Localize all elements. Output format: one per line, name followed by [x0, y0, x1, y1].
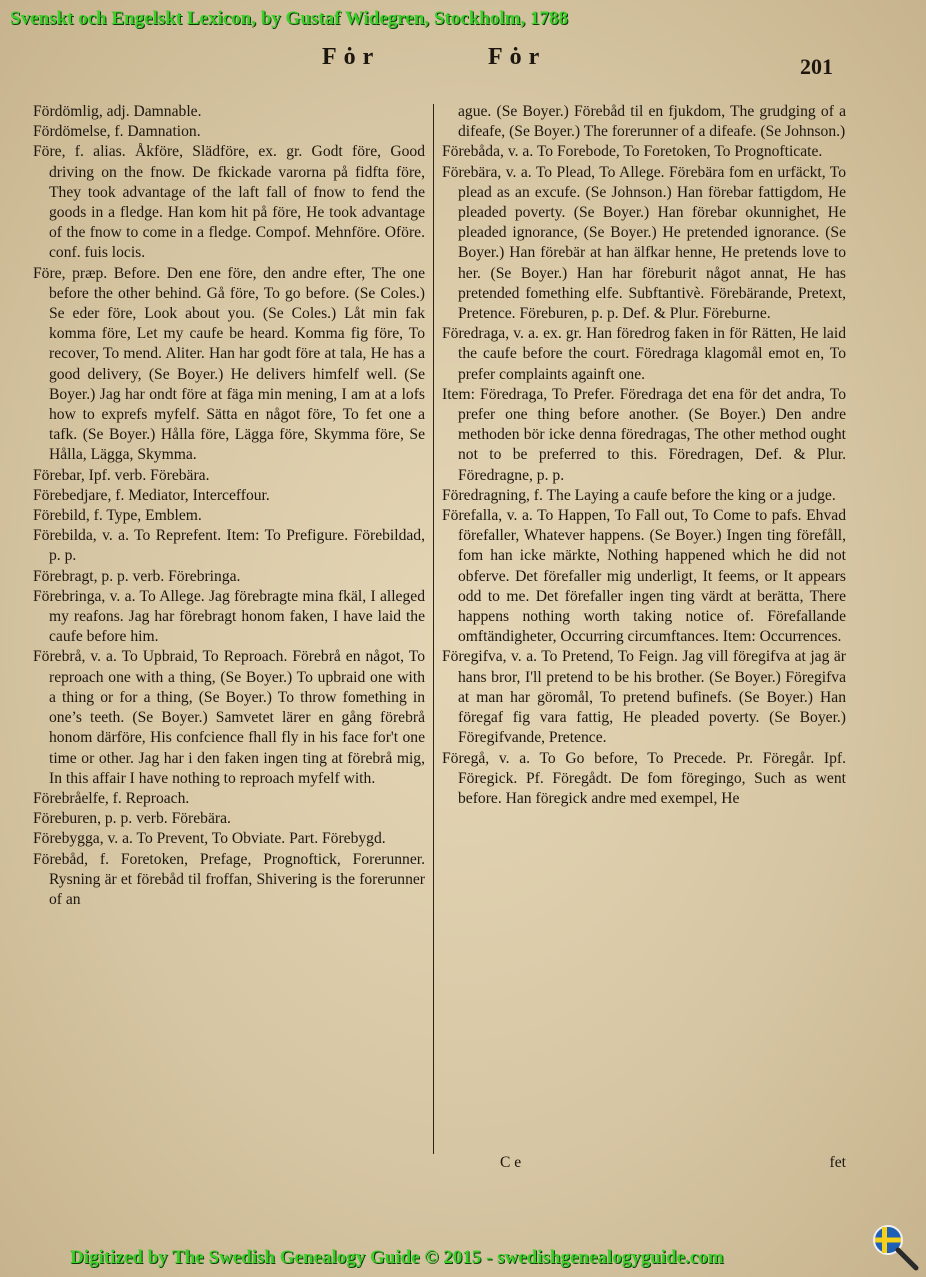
page-signature-line: [480, 1154, 846, 1172]
page-number: 201: [800, 54, 833, 79]
running-head-left: Fȯr: [322, 44, 381, 70]
dictionary-entry-continued: ague. (Se Boyer.) Förebåd til en fjukdom, The grudging of a difeafe, (Se Boyer.) The forerunner of a difeafe. (Se Johnson.): [458, 103, 846, 141]
signature-mark: C e: [500, 1154, 522, 1171]
digitized-footer: Digitized by The Swedish Genealogy Guide © 2015 - swedishgenealogyguide.com: [70, 1247, 724, 1268]
running-head-right: Fȯr: [488, 44, 547, 70]
dictionary-entry: Fördömelse, f. Damnation.: [33, 123, 201, 141]
dictionary-entry: Förebära, v. a. To Plead, To Allege. Förebära fom en urfäckt, To plead as an excufe. (Se Johnson.) Han förebar fattigdom, He pleaded poverty. (Se Boyer.) Han förebar okunnighet, He pleaded ignorance, (Se Boyer.) He pretended ignorance. (Se Boyer.) Han förebär at han älfkar henne, He pretends love to her. (Se Boyer.) Han har föreburit något annat, He has pretended fomething elfe. Subftantivè. Förebärande, Pretext, Pretence. Föreburen, p. p. Def. & Plur. Föreburne.: [442, 163, 846, 323]
column-divider: [433, 104, 434, 1154]
left-column: [33, 102, 425, 910]
dictionary-entry: Förebåd, f. Foretoken, Prefage, Prognoftick, Forerunner. Rysning är et förebåd til froffan, Shivering is the forerunner of an: [33, 850, 425, 908]
dictionary-entry: Förebragt, p. p. verb. Förebringa.: [33, 567, 241, 585]
dictionary-entry: Förebedjare, f. Mediator, Interceffour.: [33, 486, 270, 504]
dictionary-entry: Item: Föredraga, To Prefer. Föredraga det ena för det andra, To prefer one thing before another. (Se Boyer.) Den andre methoden bör icke denna föredragas, The other method ought not to be preferred to this. Föredragen, Def. & Plur. Föredragne, p. p.: [442, 385, 846, 484]
dictionary-entry: Förebilda, v. a. To Reprefent. Item: To Prefigure. Förebildad, p. p.: [33, 527, 425, 565]
digitization-banner: Svenskt och Engelskt Lexicon, by Gustaf Widegren, Stockholm, 1788: [10, 8, 568, 29]
dictionary-entry: Förebråelfe, f. Reproach.: [33, 789, 190, 807]
dictionary-entry: Förebåda, v. a. To Forebode, To Foretoken, To Prognofticate.: [442, 143, 823, 161]
dictionary-entry: Förefalla, v. a. To Happen, To Fall out, To Come to pafs. Ehvad förefaller, Whatever happens. (Se Boyer.) Ingen ting förefåll, fom han icke märkte, Nothing happened which he did not obferve. Det förefaller mig underligt, It feems, or It appears odd to me. Det förefaller ingen ting värdt at berätta, There happens nothing worth taking notice of. Förefallande omftändigheter, Occurring circumftances. Item: Occurrences.: [442, 507, 846, 646]
dictionary-entry: Föreburen, p. p. verb. Förebära.: [33, 810, 231, 828]
dictionary-entry: Förebild, f. Type, Emblem.: [33, 507, 202, 525]
dictionary-entry: Fördömlig, adj. Damnable.: [33, 103, 202, 120]
dictionary-entry: Föredraga, v. a. ex. gr. Han föredrog faken in för Rätten, He laid the caufe before the court. Föredraga klagomål emot en, To prefer complaints againft one.: [442, 325, 846, 383]
dictionary-entry: Föredragning, f. The Laying a caufe before the king or a judge.: [442, 486, 836, 504]
dictionary-entry: Före, f. alias. Åkföre, Slädföre, ex. gr. Godt före, Good driving on the fnow. De fkickade varorna på fidfta före, They took advantage of the laft fall of fnow to fend the goods in a fledge. Han kom hit på före, He took advantage of the fnow to come in a fledge. Compof. Mehnföre. Oföre. conf. fuis locis.: [33, 143, 425, 262]
dictionary-entry: Föregifva, v. a. To Pretend, To Feign. Jag vill föregifva at jag är hans bror, I'll pretend to be his brother. (Se Boyer.) Föregifva at man har göromål, To pretend bufinefs. (Se Boyer.) Han föregaf fig vara fattig, He pleaded poverty. (Se Boyer.) Föregifvande, Pretence.: [442, 648, 846, 747]
catchword: fet: [829, 1154, 846, 1171]
dictionary-entry: Förebringa, v. a. To Allege. Jag förebragte mina fkäl, I alleged my reafons. Jag har förebragt honom faken, I have laid the caufe before him.: [33, 587, 425, 646]
dictionary-entry: Förebrå, v. a. To Upbraid, To Reproach. Förebrå en något, To reproach one with a thing, (Se Boyer.) To upbraid one with a thing or for a thing, (Se Boyer.) To throw fomething in one’s teeth. (Se Boyer.) Samvetet lärer en gång förebrå honom därföre, His confcience fhall fly in his face for't one time or other. Jag har i den faken ingen ting at förebrå mig, In this affair I have nothing to reproach myfelf with.: [33, 648, 425, 787]
dictionary-entry: Föregå, v. a. To Go before, To Precede. Pr. Föregår. Ipf. Föregick. Pf. Föregådt. De fom föregingo, Such as went before. Han föregick andre med exempel, He: [442, 749, 846, 807]
swedish-flag-magnifier-icon: [870, 1222, 922, 1272]
dictionary-entry: Före, præp. Before. Den ene före, den andre efter, The one before the other behind. Gå före, To go before. (Se Coles.) Se eder före, Look about you. (Se Coles.) Låt min fak komma före, Let my caufe be heard. Komma fig före, To recover, To mend. Aliter. Han har godt före at tala, He has a good delivery, (Se Boyer.) He delivers himfelf well. (Se Boyer.) Jag har ondt före at fäga min mening, I am at a lofs how to exprefs myfelf. Sätta en något före, To fet one a tafk. (Se Boyer.) Hålla före, Lägga före, Skymma före, Se Hålla, Lägga, Skymma.: [33, 264, 425, 464]
dictionary-entry: Förebygga, v. a. To Prevent, To Obviate. Part. Förebygd.: [33, 830, 386, 848]
right-column: [442, 102, 846, 809]
dictionary-entry: Förebar, Ipf. verb. Förebära.: [33, 466, 210, 484]
